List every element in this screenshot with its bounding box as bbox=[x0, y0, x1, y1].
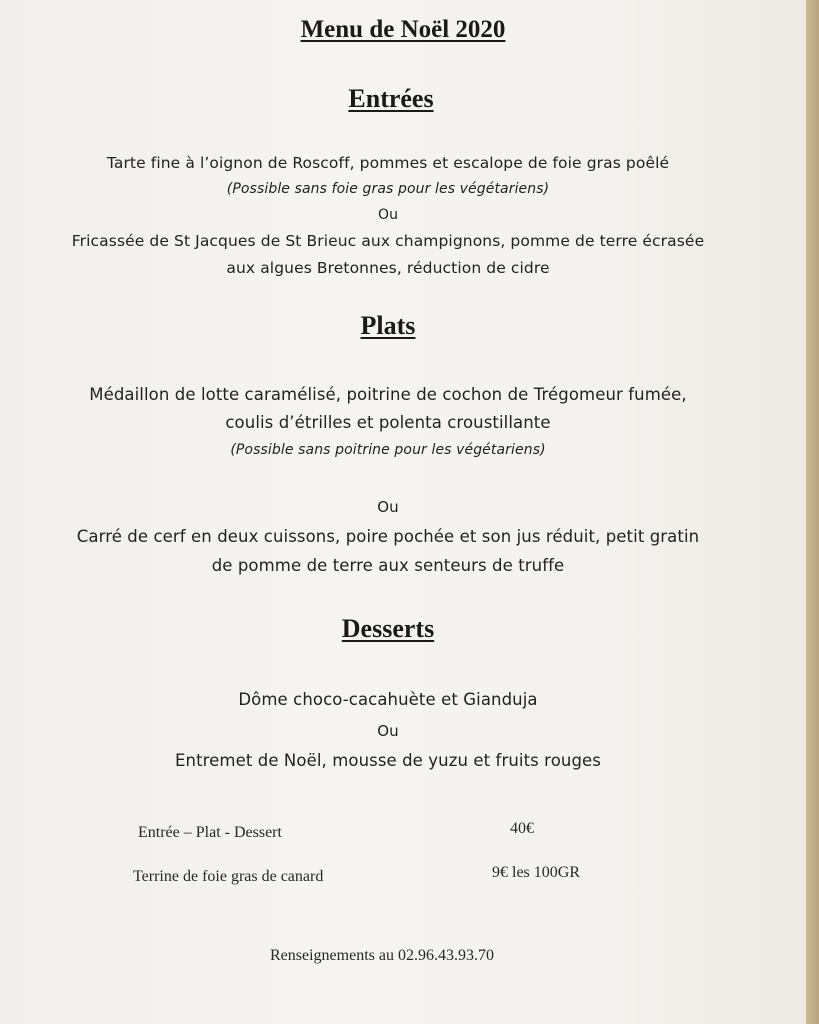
price-label-menu: Entrée – Plat - Dessert bbox=[138, 824, 282, 841]
plats-note-1: (Possible sans poitrine pour les végétariens) bbox=[230, 442, 546, 458]
contact-info: Renseignements au 02.96.43.93.70 bbox=[270, 947, 494, 964]
entrees-line-3: aux algues Bretonnes, réduction de cidre bbox=[226, 259, 550, 277]
plats-line-1: Médaillon de lotte caramélisé, poitrine de cochon de Trégomeur fumée, bbox=[89, 385, 687, 404]
plats-heading: Plats bbox=[360, 311, 416, 340]
plats-line-4: de pomme de terre aux senteurs de truffe bbox=[211, 556, 565, 575]
price-value-menu: 40€ bbox=[510, 820, 534, 837]
desserts-heading: Desserts bbox=[341, 614, 435, 643]
price-label-terrine: Terrine de foie gras de canard bbox=[133, 868, 324, 885]
desserts-line-1: Dôme choco-cacahuète et Gianduja bbox=[238, 690, 538, 709]
plats-line-3: Carré de cerf en deux cuissons, poire pochée et son jus réduit, petit gratin bbox=[76, 527, 700, 546]
entrees-line-2: Fricassée de St Jacques de St Brieuc aux champignons, pomme de terre écrasée bbox=[71, 232, 705, 250]
desserts-line-2: Entremet de Noël, mousse de yuzu et fruits rouges bbox=[175, 751, 601, 770]
menu-title: Menu de Noël 2020 bbox=[300, 16, 506, 43]
desserts-or: Ou bbox=[377, 722, 399, 740]
plats-line-2: coulis d’étrilles et polenta croustillante bbox=[225, 413, 551, 432]
entrees-note-1: (Possible sans foie gras pour les végétariens) bbox=[226, 181, 550, 197]
entrees-line-1: Tarte fine à l’oignon de Roscoff, pommes et escalope de foie gras poêlé bbox=[106, 154, 670, 172]
price-value-terrine: 9€ les 100GR bbox=[492, 864, 580, 881]
table-edge bbox=[806, 0, 819, 1024]
entrees-or: Ou bbox=[377, 207, 399, 223]
plats-or: Ou bbox=[377, 498, 399, 516]
entrees-heading: Entrées bbox=[348, 84, 434, 113]
